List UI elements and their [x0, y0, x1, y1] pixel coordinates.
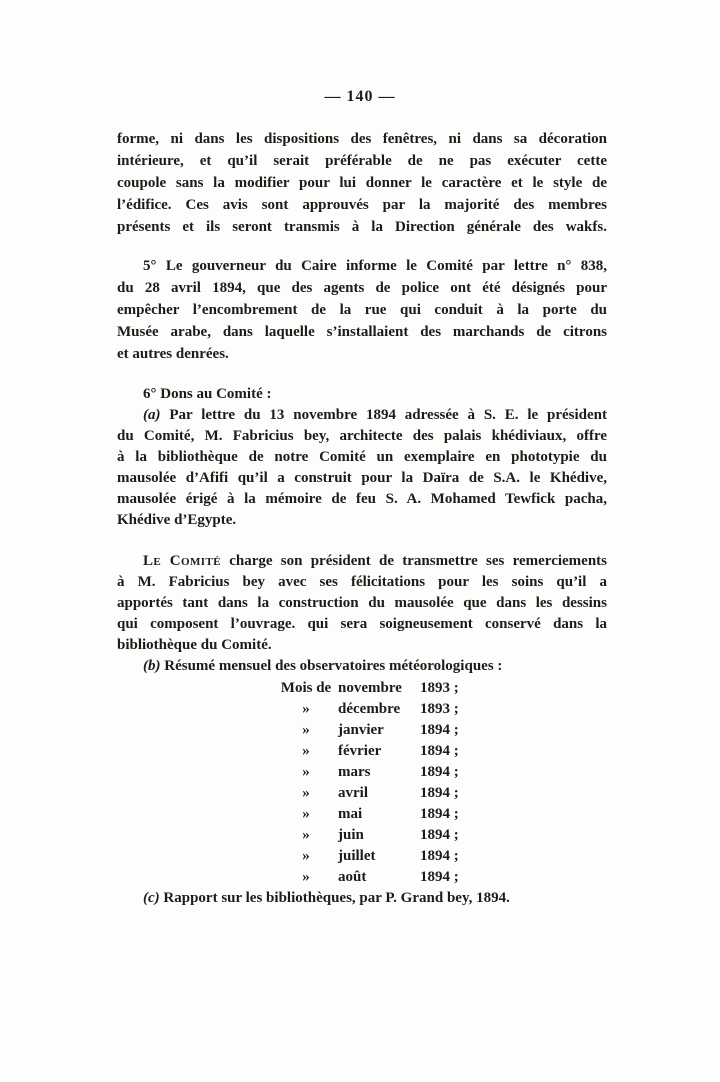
- month-list-row: [274, 678, 607, 699]
- text-line: apportés tant dans la construction du mausolée que dans les dessins: [117, 595, 607, 611]
- small-caps-lead: Le Comité: [143, 553, 221, 569]
- month-list-row: [274, 720, 607, 741]
- text-line: forme, ni dans les dispositions des fenêtres, ni dans sa décoration: [117, 131, 607, 147]
- text-line: du Comité, M. Fabricius bey, architecte des palais khédiviaux, offre: [117, 428, 607, 444]
- text-line: du 28 avril 1894, que des agents de police ont été désignés pour: [117, 280, 607, 296]
- month-year: 1894 ;: [420, 764, 459, 780]
- text-line: mausolée d’Afifi qu’il a construit pour la Daïra de S.A. le Khédive,: [117, 470, 607, 486]
- text-line: à M. Fabricius bey avec ses félicitations pour les soins qu’il a: [117, 574, 607, 590]
- text-line: [117, 656, 607, 677]
- month-name: décembre: [338, 701, 401, 717]
- ditto-mark: »: [302, 806, 310, 822]
- text-line: Musée arabe, dans laquelle s’installaient des marchands de citrons: [117, 324, 607, 340]
- month-list-row: [274, 804, 607, 825]
- text-line: 5° Le gouverneur du Caire informe le Comité par lettre n° 838,: [143, 258, 607, 274]
- month-list-row: [274, 762, 607, 783]
- month-list-row: [274, 867, 607, 888]
- paragraph-item-5: [117, 255, 607, 365]
- ditto-mark: »: [302, 827, 310, 843]
- month-list-row: [274, 846, 607, 867]
- month-name: janvier: [338, 722, 384, 738]
- month-year: 1894 ;: [420, 848, 459, 864]
- month-year: 1894 ;: [420, 869, 459, 885]
- month-list-row: [274, 741, 607, 762]
- month-year: 1893 ;: [420, 680, 459, 696]
- item-marker-a: (a): [143, 407, 161, 423]
- text-fragment: Par lettre du 13 novembre 1894 adressée à S. E. le président: [169, 407, 607, 423]
- month-year: 1894 ;: [420, 722, 459, 738]
- month-list-row: [274, 825, 607, 846]
- item-marker-c: (c): [143, 890, 160, 906]
- month-name: novembre: [338, 680, 402, 696]
- month-year: 1894 ;: [420, 827, 459, 843]
- text-line: l’édifice. Ces avis sont approuvés par la majorité des membres: [117, 197, 607, 213]
- section-heading-dons: [117, 383, 607, 405]
- month-list-row: [274, 783, 607, 804]
- text-line: empêcher l’encombrement de la rue qui conduit à la porte du: [117, 302, 607, 318]
- text-line: [117, 551, 607, 572]
- text-fragment: charge son président de transmettre ses remerciements: [229, 553, 607, 569]
- paragraph-comite: [117, 551, 607, 656]
- month-name: juillet: [338, 848, 376, 864]
- text-line: mausolée érigé à la mémoire de feu S. A. Mohamed Tewfick pacha,: [117, 491, 607, 507]
- paragraph-item-a: [117, 405, 607, 531]
- ditto-mark: »: [302, 869, 310, 885]
- paragraph-item-c: [117, 888, 607, 909]
- month-year: 1894 ;: [420, 743, 459, 759]
- paragraph-item-b: [117, 656, 607, 677]
- text-line: [117, 405, 607, 426]
- item-marker-b: (b): [143, 658, 161, 674]
- ditto-mark: »: [302, 785, 310, 801]
- month-name: avril: [338, 785, 368, 801]
- ditto-mark: »: [302, 701, 310, 717]
- text-line: qui composent l’ouvrage. qui sera soigneusement conservé dans la: [117, 616, 607, 632]
- text-line: à la bibliothèque de notre Comité un exemplaire en phototypie du: [117, 449, 607, 465]
- ditto-mark: »: [302, 764, 310, 780]
- text-line: intérieure, et qu’il serait préférable de ne pas exécuter cette: [117, 153, 607, 169]
- ditto-mark: »: [302, 743, 310, 759]
- month-name: août: [338, 869, 367, 885]
- text-line: Khédive d’Egypte.: [117, 512, 237, 528]
- text-column: [117, 128, 607, 909]
- month-list-row: [274, 699, 607, 720]
- text-line: et autres denrées.: [117, 346, 229, 362]
- month-year: 1894 ;: [420, 785, 459, 801]
- text-fragment: Résumé mensuel des observatoires météorologiques :: [164, 658, 503, 674]
- month-name: février: [338, 743, 382, 759]
- ditto-mark: »: [302, 722, 310, 738]
- text-line: coupole sans la modifier pour lui donner le caractère et le style de: [117, 175, 607, 191]
- month-name: mai: [338, 806, 363, 822]
- month-name: juin: [338, 827, 364, 843]
- month-prefix: Mois de: [280, 680, 332, 696]
- month-year: 1894 ;: [420, 806, 459, 822]
- paragraph-intro: [117, 128, 607, 238]
- text-line: bibliothèque du Comité.: [117, 637, 272, 653]
- ditto-mark: »: [302, 848, 310, 864]
- month-list: [274, 678, 607, 888]
- month-year: 1893 ;: [420, 701, 459, 717]
- month-name: mars: [338, 764, 371, 780]
- text-fragment: Rapport sur les bibliothèques, par P. Grand bey, 1894.: [163, 890, 510, 906]
- text-line: présents et ils seront transmis à la Direction générale des wakfs.: [117, 219, 607, 235]
- heading-line: 6° Dons au Comité :: [143, 386, 272, 402]
- page-number: — 140 —: [324, 88, 396, 105]
- text-line: [117, 888, 607, 909]
